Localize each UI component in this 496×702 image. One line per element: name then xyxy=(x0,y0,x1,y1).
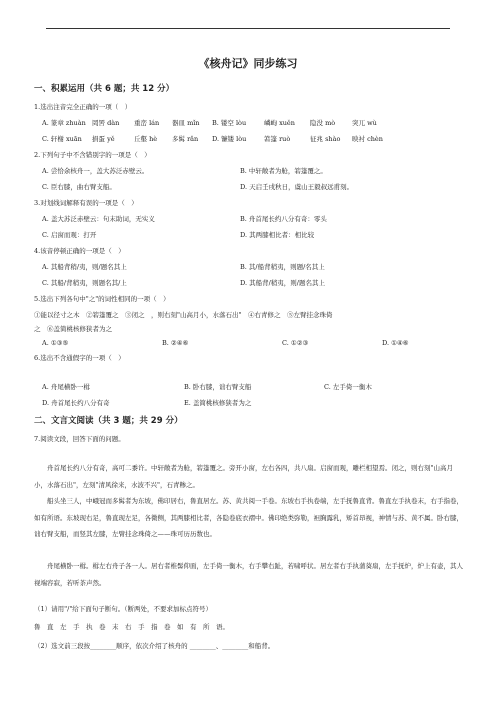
q1-opt: 箬篷 ruò xyxy=(264,135,291,143)
header-rule xyxy=(46,28,450,29)
sub-question-1: （1）请用"/"给下面句子断句。（断两处，不要求加标点符号） xyxy=(34,605,213,613)
q5-opt: B. ②④⑥ xyxy=(162,339,189,347)
q4-opt: A. 其船背稍/夷，则/题名其上 xyxy=(42,263,127,271)
q2-opt: A. 尝恰余核舟一，盖大苏泛赤壁云。 xyxy=(42,167,149,175)
q3-opt: C. 启窗而观：打开 xyxy=(42,231,97,239)
q2-opt: B. 中轩敞者为舱，箬篷覆之。 xyxy=(240,167,327,175)
q4-opt: B. 其/船背稍夷，则题/名其上 xyxy=(240,263,325,271)
q1-opt: D. 镰镂 lòu xyxy=(212,135,247,143)
q1-opt: 器皿 mǐn xyxy=(172,119,200,127)
sub-question-2: （2）选文前三段按________顺序，依次介绍了核舟的 ________、________和船背。 xyxy=(34,642,275,650)
q5-opt: C. ①②③ xyxy=(282,339,309,347)
q2-opt: C. 臣右膝，曲右臂支船。 xyxy=(42,183,116,191)
reading-paragraph-1: 舟首尾长约八分有奇，高可二黍许。中轩敞者为舱，箬篷覆之。旁开小窗，左右各四，共八扇。启窗而观，雕栏相望焉。闭之，则右刻"山高月小，水落石出"，左刻"清风徐来，水波不兴"，石青糁之。 xyxy=(34,464,453,489)
section-1-heading: 一、积累运用（共 6 题；共 12 分） xyxy=(34,84,175,94)
sub-question-1-sentence: 鲁 直 左 手 执 卷 末 右 手 指 卷 如 有 所 语。 xyxy=(34,623,229,631)
q5-items-line2: 之 ⑥盖简桃核修狭者为之 xyxy=(34,325,112,333)
q1-opt: C. 轩榭 xuān xyxy=(42,135,82,143)
q2-opt: D. 天启壬戌秋日，虞山王毅叔远甫刻。 xyxy=(240,183,354,191)
question-1: 1.选出注音完全正确的一项（ ） xyxy=(34,103,132,111)
question-6: 6.选出不含通假字的一项（ ） xyxy=(34,354,125,362)
question-7: 7.阅读文段，回答下面的问题。 xyxy=(34,435,125,443)
reading-paragraph-2: 船头坐三人，中峨冠而多髯者为东坡，佛印居右，鲁直居左。苏、黄共阅一手卷。东坡右手执卷端，左手抚鲁直背。鲁直左手执卷末，右手指卷，如有所语。东坡现右足，鲁直现左足，各微侧，其两膝相比者，各隐卷底衣褶中。佛印绝类弥勒，袒胸露乳，矫首昂视，神情与苏、黄不属。卧右膝，诎右臂支船，而竖其左膝，左臂挂念珠倚之——珠可历历数也。 xyxy=(34,497,463,538)
q5-opt: A. ①③⑤ xyxy=(42,339,69,347)
question-4: 4.该音停顿正确的一项是（ ） xyxy=(34,247,125,255)
q1-opt: 映衬 chèn xyxy=(352,135,383,143)
q1-opt: 突兀 wù xyxy=(352,119,377,127)
q3-opt: A. 盖大苏泛赤壁云：句末助词，无实义 xyxy=(42,215,155,223)
q1-opt: A. 篆章 zhuàn xyxy=(42,119,86,127)
q1-opt: 丘壑 hè xyxy=(134,135,158,143)
q1-opt: 隐没 mò xyxy=(310,119,336,127)
q6-opt: D. 舟首尾长约八分有奇 xyxy=(42,399,110,407)
question-2: 2.下列句子中不含错别字的一项是（ ） xyxy=(34,151,151,159)
q1-opt: 捐蛋 yě xyxy=(92,135,115,143)
q5-opt: D. ①④⑥ xyxy=(382,339,409,347)
q1-opt: 征兆 shào xyxy=(310,135,341,143)
q4-opt: D. 其船背/稍夷，则/题名其上 xyxy=(240,279,325,287)
q1-opt: 嶙峋 xuěn xyxy=(264,119,295,127)
question-3: 3.对划线词解释有误的一项是（ ） xyxy=(34,199,138,207)
q4-opt: C. 其船/背稍夷，则题名其/上 xyxy=(42,279,127,287)
question-5: 5.选出下列各句中"之"的词性相同的一项（ ） xyxy=(34,295,170,303)
q1-opt: 多髯 rǎn xyxy=(172,135,199,143)
q3-opt: D. 其两膝相比者：相比较 xyxy=(240,231,315,239)
q6-opt: C. 左手倚一衡木 xyxy=(324,383,372,391)
q3-opt: B. 舟首尾长约八分有奇：零头 xyxy=(240,215,327,223)
q1-opt: 罔罟 dàn xyxy=(92,119,120,127)
section-2-heading: 二、文言文阅读（共 3 题；共 29 分） xyxy=(34,416,183,426)
reading-paragraph-3: 舟尾横卧一楫。楫左右舟子各一人。居右者椎髻仰面，左手倚一衡木，右手攀右趾，若啸呼状。居左者右手执蒲葵扇，左手抚炉，炉上有壶，其人视端容寂，若听茶声然。 xyxy=(34,562,463,587)
page-title: 《核舟记》同步练习 xyxy=(198,57,298,70)
q6-opt: B. 卧右膝，诎右臂支船 xyxy=(184,383,252,391)
q1-opt: 重峦 lán xyxy=(134,119,160,127)
q1-opt: B. 镂空 lòu xyxy=(212,119,247,127)
q5-items-line1: ①能以径寸之木 ②箬篷覆之 ③闭之 ，则右刻"山高月小，水落石出" ④右青修之 ⑤左臂挂念珠倚 xyxy=(34,311,333,319)
q6-opt: A. 舟尾横卧一楫 xyxy=(42,383,90,391)
q6-opt: E. 盖简桃核修狭者为之 xyxy=(184,399,252,407)
